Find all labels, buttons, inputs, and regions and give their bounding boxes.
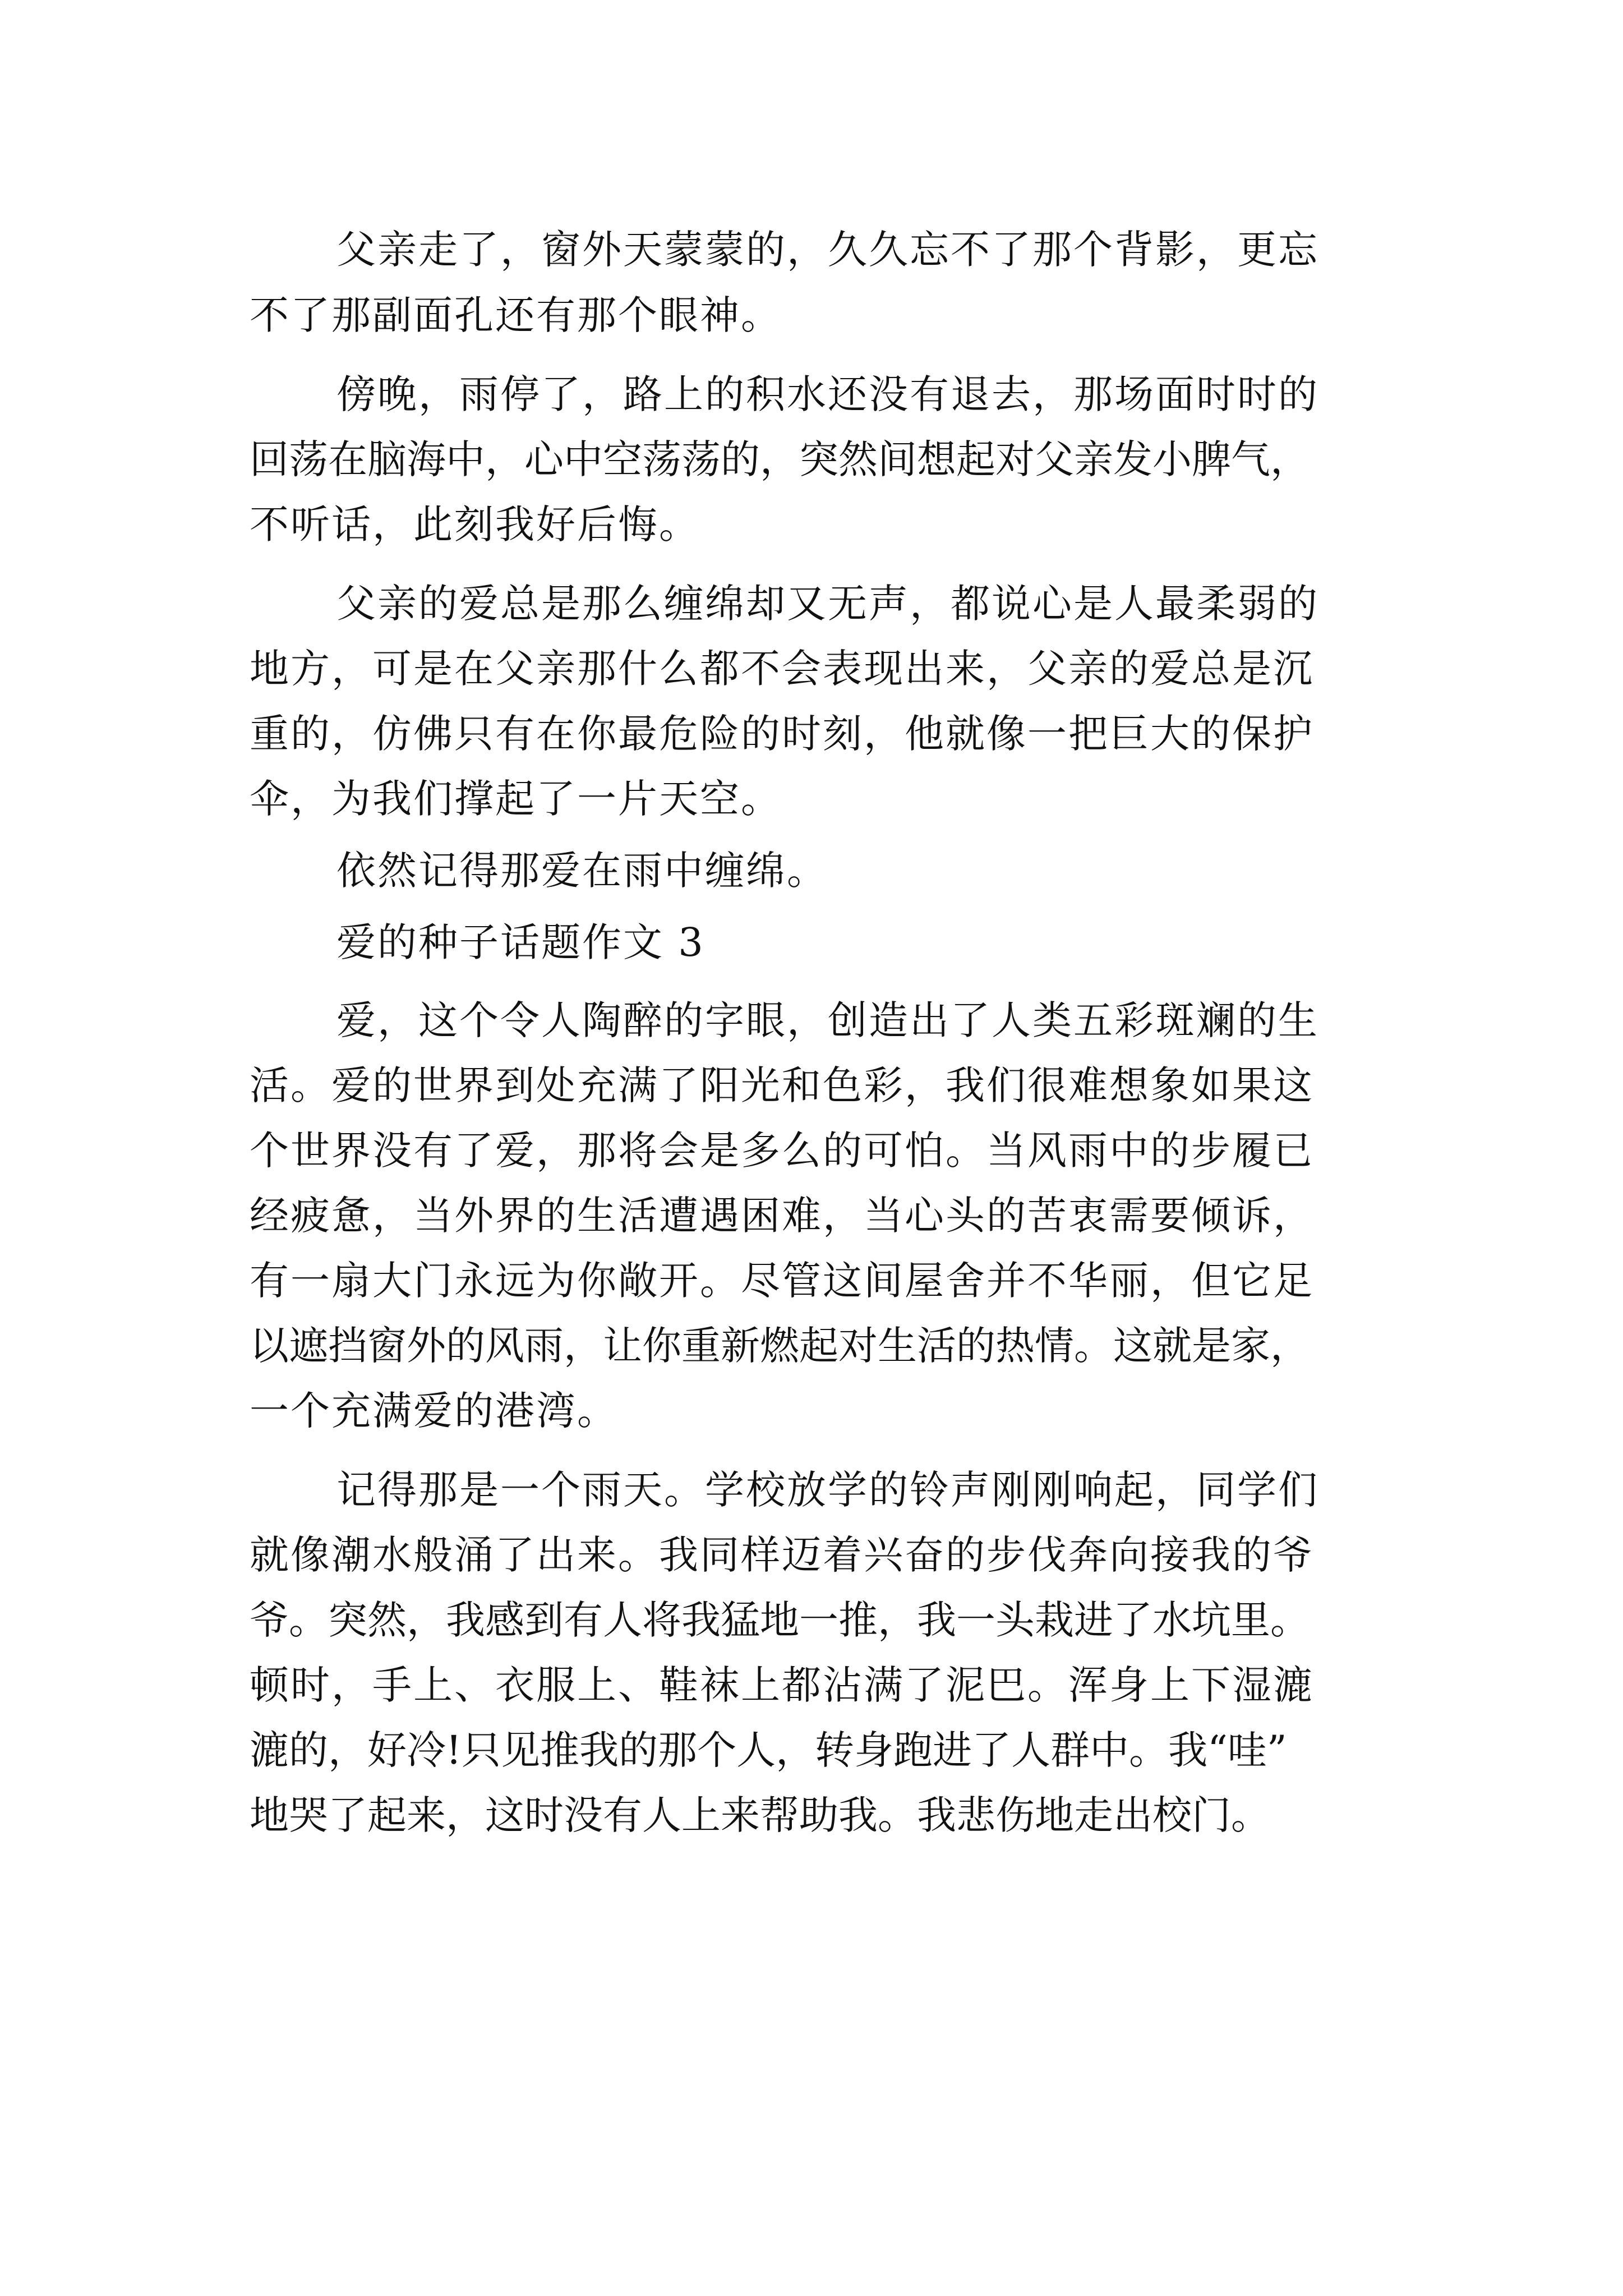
text-line: 依然记得那爱在雨中缠绵。 (336, 848, 828, 894)
text-line: 爱，这个令人陶醉的字眼，创造出了人类五彩斑斓的生 (336, 997, 1319, 1043)
text-line: 父亲走了，窗外天蒙蒙的，久久忘不了那个背影，更忘 (336, 227, 1319, 273)
text-line: 有一扇大门永远为你敞开。尽管这间屋舍并不华丽，但它足 (250, 1258, 1314, 1304)
text-line: 漉的，好冷!只见推我的那个人，转身跑进了人群中。我“哇” (250, 1727, 1287, 1773)
text-line: 不了那副面孔还有那个眼神。 (250, 292, 782, 338)
text-line: 顿时，手上、衣服上、鞋袜上都沾满了泥巴。浑身上下湿漉 (250, 1662, 1314, 1708)
text-line: 爷。突然，我感到有人将我猛地一推，我一头栽进了水坑里。 (250, 1597, 1310, 1643)
text-line: 父亲的爱总是那么缠绵却又无声，都说心是人最柔弱的 (336, 581, 1319, 627)
text-line: 重的，仿佛只有在你最危险的时刻，他就像一把巨大的保护 (250, 711, 1314, 757)
section-heading: 爱的种子话题作文 3 (336, 919, 705, 965)
text-line: 不听话，此刻我好后悔。 (250, 501, 700, 547)
text-line: 以遮挡窗外的风雨，让你重新燃起对生活的热情。这就是家， (250, 1323, 1310, 1369)
text-line: 伞，为我们撑起了一片天空。 (250, 776, 782, 822)
text-line: 记得那是一个雨天。学校放学的铃声刚刚响起，同学们 (336, 1467, 1319, 1513)
text-line: 傍晚，雨停了，路上的积水还没有退去，那场面时时的 (336, 371, 1319, 417)
text-line: 个世界没有了爱，那将会是多么的可怕。当风雨中的步履已 (250, 1128, 1314, 1174)
text-line: 就像潮水般涌了出来。我同样迈着兴奋的步伐奔向接我的爷 (250, 1532, 1314, 1578)
text-line: 地方，可是在父亲那什么都不会表现出来，父亲的爱总是沉 (250, 646, 1314, 692)
text-line: 活。爱的世界到处充满了阳光和色彩，我们很难想象如果这 (250, 1062, 1314, 1108)
text-line: 地哭了起来，这时没有人上来帮助我。我悲伤地走出校门。 (250, 1792, 1270, 1838)
text-line: 经疲惫，当外界的生活遭遇困难，当心头的苦衷需要倾诉， (250, 1193, 1314, 1239)
text-line: 一个充满爱的港湾。 (250, 1388, 618, 1434)
text-line: 回荡在脑海中，心中空荡荡的，突然间想起对父亲发小脾气， (250, 436, 1310, 482)
